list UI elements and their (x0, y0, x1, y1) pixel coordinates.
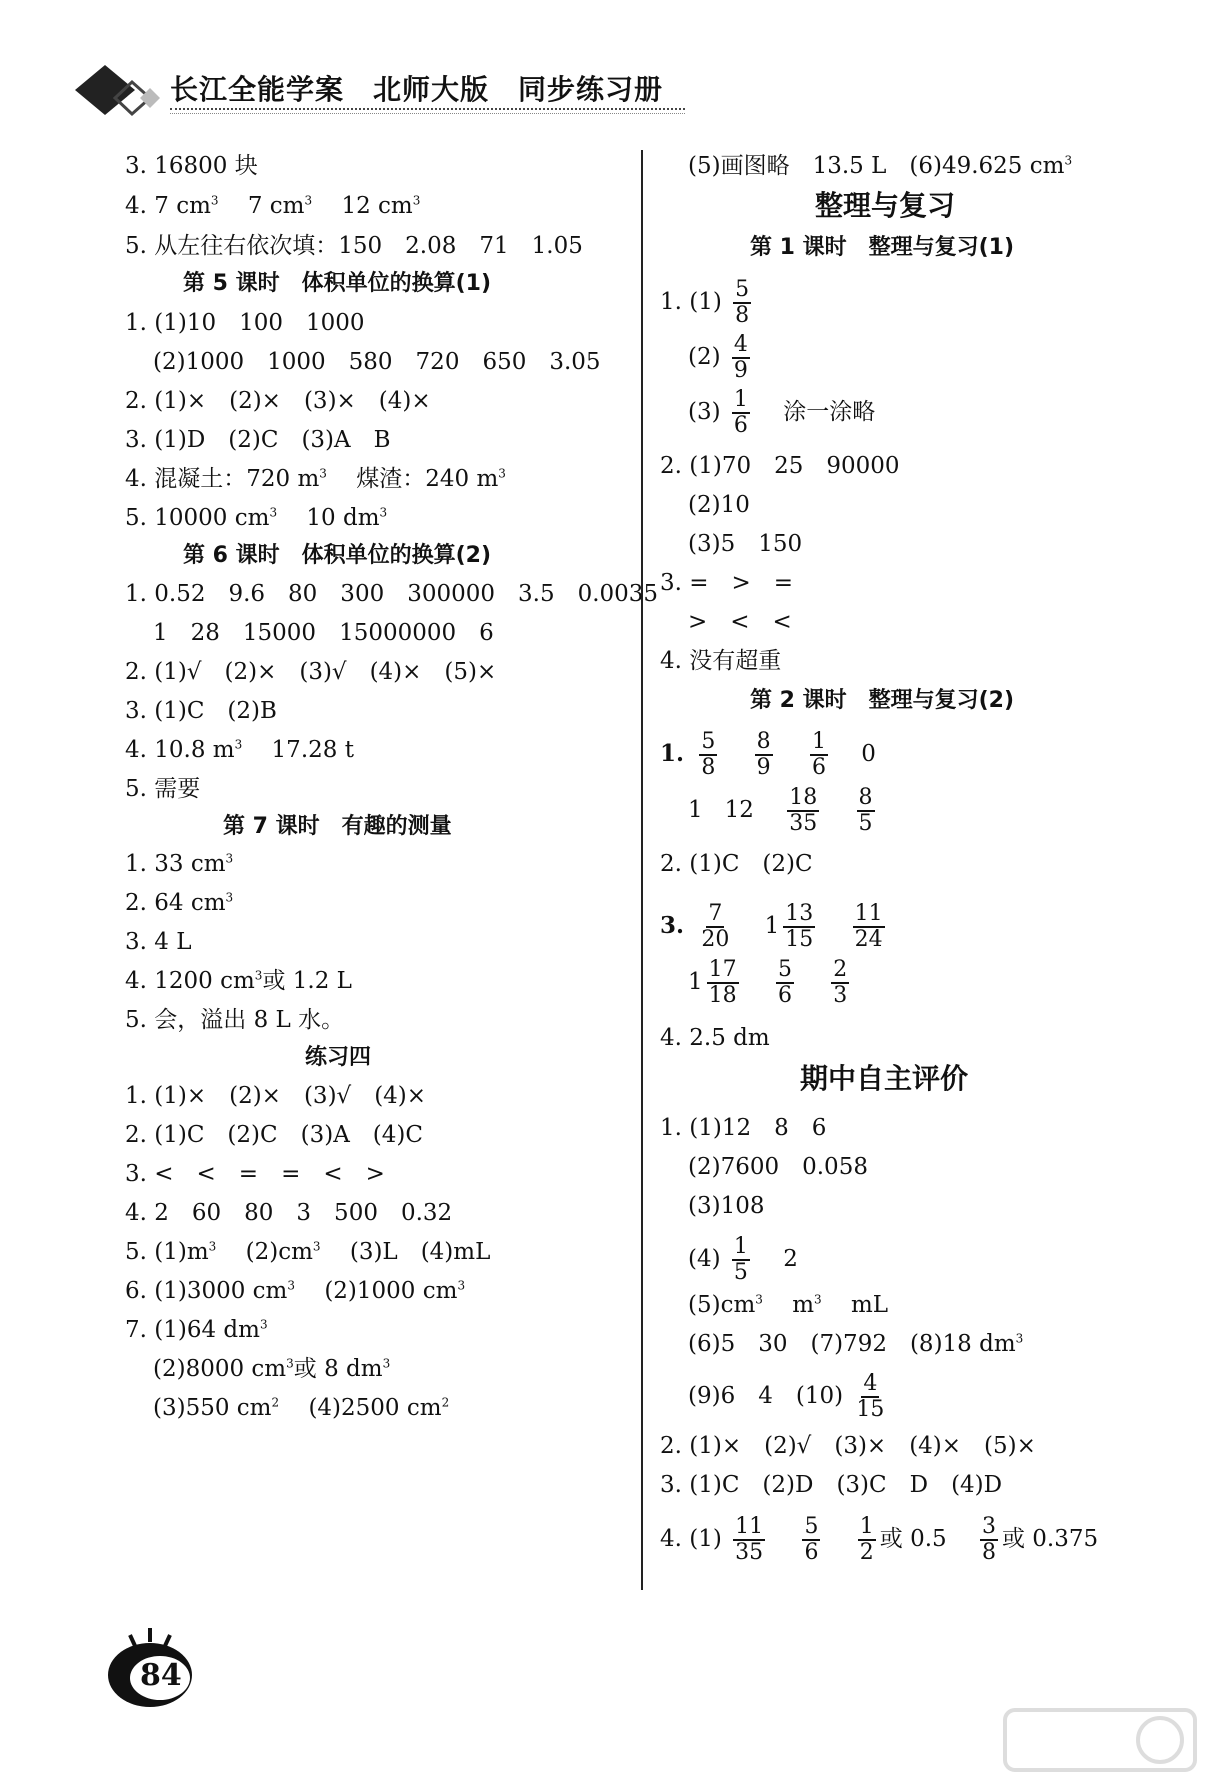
answer-line: 4. 1200 $cm^3$或 1.2 L (125, 968, 352, 994)
answer-line: (6)5 30 (7)792 (8)18 $dm^3$ (688, 1331, 1024, 1357)
fraction: $\frac{1}{5}$ (733, 1234, 748, 1285)
fraction: $\frac{1}{6}$ (811, 729, 826, 780)
answer-line: $(5)cm^3$ $m^3$ mL (688, 1292, 889, 1318)
answer-line: 5. 需要 (125, 776, 201, 802)
answer-line: 3. (1)C (2)D (3)C D (4)D (660, 1472, 1003, 1498)
fraction: $\frac{8}{9}$ (756, 729, 771, 780)
fraction: $\frac{4}{9}$ (733, 332, 748, 383)
answer-line: 1. (1)12 8 6 (660, 1115, 827, 1141)
answer-line: 4. (1) $\frac{11}{35}$ $\frac{5}{6}$ $\frac{1}{2}$ 或 0.5 $\frac{3}{8}$ 或 0.375 (660, 1514, 1099, 1565)
answer-line: 5. 从左往右依次填：150 2.08 71 1.05 (125, 233, 583, 259)
answer-line: 2. (1)C (2)C (3)A (4)C (125, 1122, 423, 1148)
answer-line: (2)8000 $cm^3$或 8 $dm^3$ (153, 1356, 391, 1382)
fraction: $\frac{4}{15}$ (856, 1371, 885, 1422)
answer-line: 2. (1)70 25 90000 (660, 453, 900, 479)
answer-line: (3) $\frac{1}{6}$ 涂一涂略 (688, 387, 876, 438)
answer-line: (9)6 4 (10) $\frac{4}{15}$ (688, 1371, 885, 1422)
fraction: $\frac{11}{35}$ (735, 1514, 764, 1565)
answer-line: 1. 33 $cm^3$ (125, 851, 234, 877)
answer-line: 2. (1)× (2)× (3)× (4)× (125, 388, 431, 414)
answer-line: (2)10 (688, 492, 750, 518)
lesson-heading: 第 6 课时 体积单位的换算(2) (183, 543, 492, 568)
answer-line: 1. (1)10 100 1000 (125, 310, 365, 336)
book-title: 长江全能学案 北师大版 同步练习册 (170, 73, 664, 106)
answer-line: (2) $\frac{4}{9}$ (688, 332, 748, 383)
answer-line: 4. 2.5 dm (660, 1025, 770, 1051)
fraction: $\frac{3}{8}$ (981, 1514, 996, 1565)
answer-line: 4. 10.8 $m^3$ 17.28 t (125, 737, 354, 763)
answer-line: 5. 会，溢出 8 L 水。 (125, 1007, 345, 1033)
answer-line: (3)5 150 (688, 531, 803, 557)
lesson-heading: 练习四 (305, 1045, 372, 1070)
fraction: $\frac{7}{20}$ (701, 901, 730, 952)
answer-line: 1. (1) $\frac{5}{8}$ (660, 277, 750, 328)
answer-line: 3. 4 L (125, 929, 192, 955)
header-rule (170, 108, 685, 110)
fraction: $\frac{13}{15}$ (785, 901, 814, 952)
lesson-heading: 第 2 课时 整理与复习(2) (750, 688, 1015, 713)
answer-line: 2. 64 $cm^3$ (125, 890, 234, 916)
answer-line: 5. 10000 $cm^3$ 10 $dm^3$ (125, 505, 388, 531)
fraction: $\frac{5}{8}$ (701, 729, 716, 780)
answer-line: 4. 混凝土：720 $m^3$ 煤渣：240 $m^3$ (125, 466, 506, 492)
lesson-heading: 第 7 课时 有趣的测量 (223, 814, 452, 839)
fraction: $\frac{5}{6}$ (777, 957, 792, 1008)
fraction: $\frac{8}{5}$ (858, 785, 873, 836)
fraction: $\frac{11}{24}$ (854, 901, 883, 952)
answer-line: 1. $\frac{5}{8}$ $\frac{8}{9}$ $\frac{1}{6}$ 0 (660, 729, 876, 780)
answer-line: 4. 7 $cm^3$ 7 $cm^3$ 12 $cm^3$ (125, 193, 421, 219)
lesson-heading: 第 5 课时 体积单位的换算(1) (183, 271, 492, 296)
answer-line: (2)1000 1000 580 720 650 3.05 (153, 349, 601, 375)
answer-line: 1. 0.52 9.6 80 300 300000 3.5 0.0035 (125, 581, 659, 607)
fraction: $\frac{18}{35}$ (789, 785, 818, 836)
answer-line: 7. (1)64 $dm^3$ (125, 1317, 268, 1343)
answer-line: 4. 2 60 80 3 500 0.32 (125, 1200, 453, 1226)
answer-line: 3. < < = = < > (125, 1161, 385, 1187)
lesson-heading: 第 1 课时 整理与复习(1) (750, 235, 1015, 260)
page-number: 84 (140, 1658, 182, 1693)
fraction: $\frac{1}{2}$ (859, 1514, 874, 1565)
answer-line: 5. $(1)m^3$ $(2)cm^3$ (3)L (4)mL (125, 1239, 491, 1265)
answer-line: 3. (1)C (2)B (125, 698, 277, 724)
answer-line: 3. = > = (660, 570, 794, 596)
section-heading: 整理与复习 (815, 189, 956, 222)
answer-line: 2. (1)√ (2)× (3)√ (4)× (5)× (125, 659, 497, 685)
answer-line: 1. (1)× (2)× (3)√ (4)× (125, 1083, 427, 1109)
section-heading: 期中自主评价 (800, 1062, 969, 1095)
fraction: $\frac{5}{8}$ (735, 277, 750, 328)
header-rule-2 (170, 113, 685, 114)
answer-line: 2. (1)C (2)C (660, 851, 813, 877)
fraction: $\frac{1}{6}$ (733, 387, 748, 438)
answer-line: 6. (1)3000 $cm^3$ (2)1000 $cm^3$ (125, 1278, 466, 1304)
answer-line: 3. $\frac{7}{20}$ 1 $\frac{13}{15}$ $\frac{11}{24}$ (660, 901, 883, 952)
diamond-logo-icon (70, 60, 165, 120)
answer-line: 2. (1)× (2)√ (3)× (4)× (5)× (660, 1433, 1036, 1459)
fraction: $\frac{5}{6}$ (804, 1514, 819, 1565)
answer-line: 1 12 $\frac{18}{35}$ $\frac{8}{5}$ (688, 785, 873, 836)
answer-line: (5)画图略 13.5 L (6)49.625 $cm^3$ (688, 153, 1073, 179)
answer-line: 4. 没有超重 (660, 648, 782, 674)
column-divider (641, 150, 643, 1590)
answer-line: 1 $\frac{17}{18}$ $\frac{5}{6}$ $\frac{2}{3}$ (688, 957, 848, 1008)
answer-line: 3. (1)D (2)C (3)A B (125, 427, 391, 453)
answer-line: 1 28 15000 15000000 6 (153, 620, 494, 646)
answer-line: (3)550 $cm^2$ (4)2500 $cm^2$ (153, 1395, 450, 1421)
answer-line: (2)7600 0.058 (688, 1154, 868, 1180)
fraction: $\frac{17}{18}$ (708, 957, 737, 1008)
answer-line: (3)108 (688, 1193, 765, 1219)
watermark-logo-icon (1000, 1700, 1200, 1780)
answer-line: > < < (688, 609, 792, 635)
answer-line: 3. 16800 块 (125, 153, 258, 179)
page-header (70, 60, 664, 120)
fraction: $\frac{2}{3}$ (833, 957, 848, 1008)
answer-line: (4) $\frac{1}{5}$ 2 (688, 1234, 798, 1285)
